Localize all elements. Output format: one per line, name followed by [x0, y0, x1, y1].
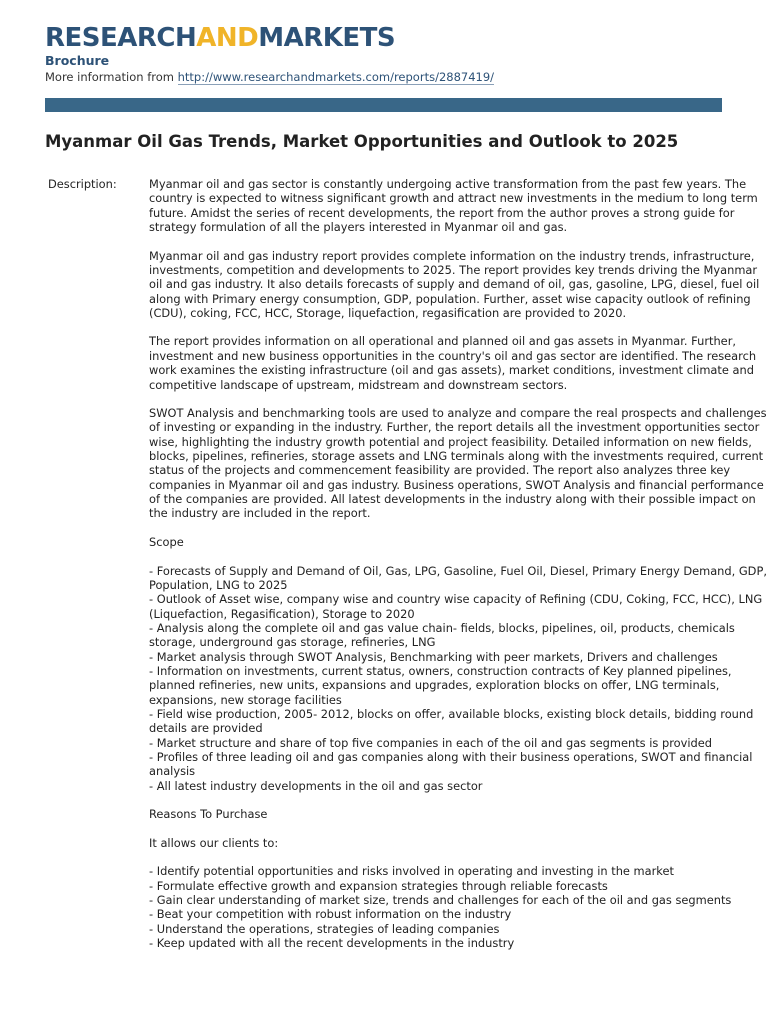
text-line: - Field wise production, 2005- 2012, blocks on offer, available blocks, existing block details, bidding round [149, 706, 754, 721]
description-paragraph [149, 864, 732, 950]
logo-and: AND [196, 23, 259, 53]
text-line: status of the projects and commencement feasibility are provided. The report also analyzes three key [149, 463, 731, 478]
text-line: competitive landscape of upstream, midstream and downstream sectors. [149, 377, 568, 392]
text-line: details are provided [149, 721, 263, 736]
text-line: SWOT Analysis and benchmarking tools are used to analyze and compare the real prospects and challenges [149, 406, 767, 421]
text-line: - Beat your competition with robust information on the industry [149, 907, 512, 922]
text-line: - Market structure and share of top five companies in each of the oil and gas segments is provided [149, 735, 712, 750]
text-line: - Formulate effective growth and expansion strategies through reliable forecasts [149, 878, 608, 893]
text-line: - Identify potential opportunities and risks involved in operating and investing in the market [149, 864, 674, 879]
text-line: country is expected to witness significant growth and attract new investments in the medium to long term [149, 191, 758, 206]
text-line: Population, LNG to 2025 [149, 577, 288, 592]
text-line: oil and gas industry. It also details forecasts of supply and demand of oil, gas, gasoline, LPG, diesel, fuel oil [149, 277, 760, 292]
description-paragraph [149, 807, 721, 821]
text-line: The report provides information on all operational and planned oil and gas assets in Myanmar. Further, [149, 334, 736, 349]
report-url-link[interactable]: http://www.researchandmarkets.com/reports/2887419/ [177, 70, 495, 84]
text-line: - All latest industry developments in the oil and gas sector [149, 778, 483, 793]
text-line: Myanmar oil and gas industry report provides complete information on the industry trends, infrastructure, [149, 248, 755, 263]
logo-markets: MARKETS [258, 23, 396, 53]
text-line: planned refineries, new units, expansions and upgrades, exploration blocks on offer, LNG terminals, [149, 678, 720, 693]
text-line: the industry are included in the report. [149, 506, 371, 521]
more-info-line [45, 69, 494, 85]
text-line: wise, highlighting the industry growth potential and project feasibility. Detailed information on new fields, [149, 434, 752, 449]
text-line: (CDU), coking, FCC, HCC, Storage, liquefaction, regasification are provided to 2020. [149, 305, 627, 320]
text-line: future. Amidst the series of recent developments, the report from the author proves a strong guide for [149, 205, 735, 220]
description-paragraph [149, 836, 721, 850]
text-line: storage, underground gas storage, refineries, LNG [149, 635, 436, 650]
text-line: - Keep updated with all the recent developments in the industry [149, 935, 515, 950]
header-divider-bar [45, 98, 722, 112]
text-line: Scope [149, 534, 184, 549]
text-line: companies in Myanmar oil and gas industry. Business operations, SWOT Analysis and financial performance [149, 477, 764, 492]
text-line: analysis [149, 764, 196, 779]
text-line: blocks, pipelines, refineries, storage assets and LNG terminals along with the investments required, current [149, 449, 764, 464]
text-line: - Analysis along the complete oil and gas value chain- fields, blocks, pipelines, oil, products, chemicals [149, 620, 735, 635]
text-line: of the companies are provided. All latest developments in the industry along with their possible impact on [149, 492, 756, 507]
description-paragraph [149, 406, 767, 521]
research-and-markets-logo[interactable] [45, 22, 395, 54]
text-line: It allows our clients to: [149, 835, 279, 850]
text-line: investment and new business opportunities in the country's oil and gas sector are identified. The research [149, 348, 757, 363]
text-line: Reasons To Purchase [149, 807, 268, 822]
text-line: - Information on investments, current status, owners, construction contracts of Key planned pipelines, [149, 663, 732, 678]
text-line: Myanmar oil and gas sector is constantly undergoing active transformation from the past few years. The [149, 177, 747, 191]
text-line: strategy formulation of all the players interested in Myanmar oil and gas. [149, 220, 568, 235]
report-title: Myanmar Oil Gas Trends, Market Opportunities and Outlook to 2025 [45, 132, 679, 151]
text-line: - Forecasts of Supply and Demand of Oil, Gas, LPG, Gasoline, Fuel Oil, Diesel, Primary Energy Demand, GDP, [149, 563, 767, 578]
description-paragraph [149, 177, 758, 235]
text-line: - Market analysis through SWOT Analysis, Benchmarking with peer markets, Drivers and challenges [149, 649, 718, 664]
more-info-prefix: More information from [45, 70, 174, 84]
text-line: (Liquefaction, Regasification), Storage to 2020 [149, 606, 415, 621]
description-content [149, 177, 767, 965]
text-line: - Profiles of three leading oil and gas companies along with their business operations, SWOT and financial [149, 749, 753, 764]
brochure-heading: Brochure [45, 53, 110, 68]
description-label: Description: [48, 177, 117, 191]
text-line: work examines the existing infrastructure (oil and gas assets), market conditions, investment climate and [149, 363, 754, 378]
text-line: - Understand the operations, strategies of leading companies [149, 921, 500, 936]
text-line: of investing or expanding in the industry. Further, the report details all the investment opportunities sector [149, 420, 760, 435]
text-line: - Gain clear understanding of market size, trends and challenges for each of the oil and gas segments [149, 892, 732, 907]
text-line: investments, competition and developments to 2025. The report provides key trends driving the Myanmar [149, 262, 758, 277]
text-line: along with Primary energy consumption, GDP, population. Further, asset wise capacity outlook of refining [149, 291, 751, 306]
text-line: - Outlook of Asset wise, company wise and country wise capacity of Refining (CDU, Coking, FCC, HCC), LNG [149, 592, 763, 607]
description-paragraph [149, 563, 767, 794]
text-line: expansions, new storage facilities [149, 692, 342, 707]
description-paragraph [149, 334, 757, 392]
description-paragraph [149, 535, 721, 549]
description-paragraph [149, 248, 760, 321]
logo-research: RESEARCH [45, 23, 197, 53]
